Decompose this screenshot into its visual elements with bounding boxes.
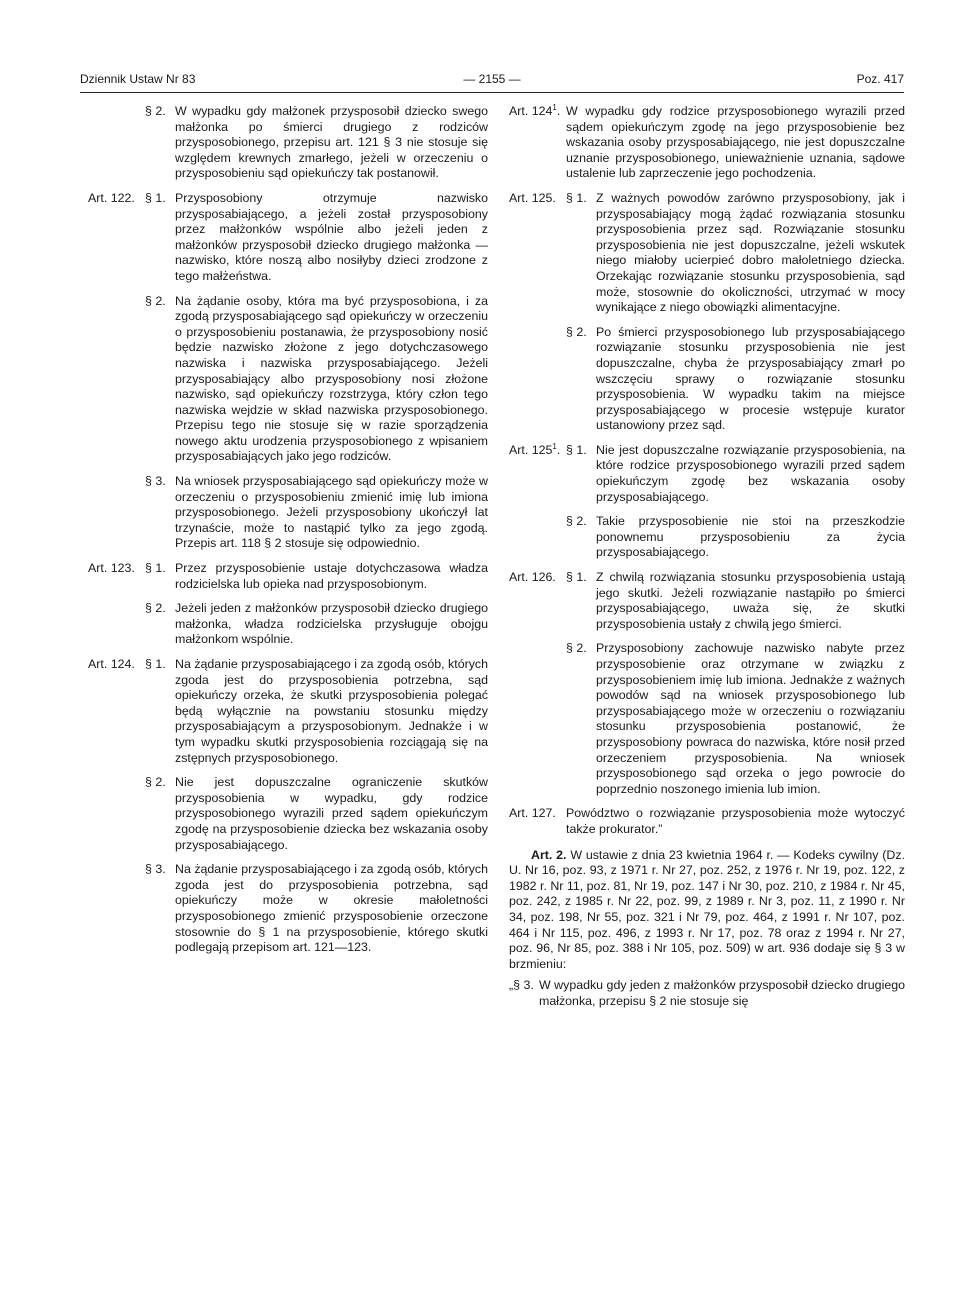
article-label-text: Art. 123. <box>88 561 135 576</box>
article <box>509 191 905 434</box>
article <box>88 191 488 552</box>
article-label-superscript: 1 <box>552 441 557 451</box>
article-label <box>509 443 560 459</box>
paragraph-text: Przysposobiony zachowuje nazwisko nabyte przez przysposobienie oraz otrzymane w związku z przysposobieniem imię lub imiona. Jednakże z ważnych powodów sąd na wniosek przysposobionego lub przysposabiającego może w orzeczeniu o rozwiązaniu stosunku przysposobienia postanowić, że przysposobiony powraca do nazwiska, które nosił przed orzeczeniem przysposobienia. Na wniosek przysposobionego sąd orzeka o jego powrocie do poprzednio noszonego imienia lub imion. <box>596 641 905 796</box>
article-body <box>566 191 905 434</box>
article-body <box>145 191 488 552</box>
article-body <box>566 570 905 797</box>
paragraph-label: § 1. <box>145 561 166 576</box>
paragraph-label: § 2. <box>566 324 587 339</box>
article-label <box>509 191 556 207</box>
article-label <box>509 104 560 120</box>
paragraph-text: Na żądanie przysposabiającego i za zgodą osób, których zgoda jest do przysposobienia potrzebna, sąd opiekuńczy może w okresie małoletności przysposobionego zmienić przysposobienie orzeczone stosownie do § 1 na przysposobienie, którego skutki podlegają przepisom art. 121—123. <box>175 862 488 955</box>
paragraph <box>566 443 905 505</box>
article-label <box>509 806 556 822</box>
paragraph-text: Po śmierci przysposobionego lub przysposabiającego rozwiązanie stosunku przysposobienia nie jest dopuszczalne, chyba że przysposabiający zmarł po wszczęciu sprawy o rozwiązanie stosunku przysposobienia. W wypadku takim na miejsce przysposabiającego w procesie wstępuje kurator ustanowiony przez sąd. <box>596 324 905 433</box>
paragraph-label: § 1. <box>566 190 587 205</box>
paragraph-label: § 1. <box>566 570 587 585</box>
article-label-superscript: 1 <box>552 102 557 112</box>
quote-text: W wypadku gdy jeden z małżonków przysposobił dziecko drugiego małżonka, przepisu § 2 nie stosuje się <box>539 978 905 1008</box>
article-label-suffix: . <box>556 442 561 457</box>
paragraph-text: Nie jest dopuszczalne ograniczenie skutków przysposobienia w wypadku, gdy rodzice przysposobionego wyrazili przed sądem opiekuńczym zgodę na przysposobienie dziecka bez wskazania osoby przysposabiającego. <box>175 775 488 852</box>
paragraph-label: § 1. <box>566 442 587 457</box>
paragraph <box>145 657 488 766</box>
article-body <box>566 104 905 182</box>
journal-title: Dziennik Ustaw Nr 83 <box>80 72 196 86</box>
article-label <box>88 657 135 673</box>
paragraph-label: § 2. <box>566 641 587 656</box>
paragraph <box>145 862 488 956</box>
article-body <box>145 561 488 648</box>
article <box>88 104 488 182</box>
article-label-text: Art. 125 <box>509 442 553 457</box>
paragraph-text: Na wniosek przysposabiającego sąd opiekuńczy może w orzeczeniu o przysposobieniu zmienić imię lub imiona przysposobionego. Jeżeli przysposobiony ukończył lat trzynaście, może to nastąpić tylko za jego zgodą. Przepis art. 118 § 2 stosuje się odpowiednio. <box>175 474 488 551</box>
paragraph <box>566 806 905 837</box>
right-column-articles <box>509 104 905 838</box>
article-2-quote <box>509 978 905 1009</box>
article-2 <box>509 848 905 973</box>
paragraph-text: W wypadku gdy małżonek przysposobił dziecko swego małżonka po śmierci drugiego z rodziców przysposobionego, przepisu art. 121 § 3 nie stosuje się względem krewnych zmarłego, jeżeli w orzeczeniu o przysposobieniu sąd opiekuńczy tak postanowił. <box>175 104 488 181</box>
article <box>509 570 905 797</box>
article-label-text: Art. 124. <box>88 657 135 671</box>
paragraph <box>566 191 905 316</box>
paragraph <box>145 601 488 648</box>
right-column <box>509 104 905 1009</box>
paragraph-label: § 2. <box>145 775 166 790</box>
article-label <box>509 570 556 586</box>
article <box>509 806 905 837</box>
paragraph <box>566 570 905 632</box>
article <box>509 443 905 561</box>
paragraph <box>566 104 905 182</box>
article-label-text: Art. 127. <box>509 806 556 821</box>
paragraph <box>566 514 905 561</box>
article-2-text: W ustawie z dnia 23 kwietnia 1964 r. — Kodeks cywilny (Dz. U. Nr 16, poz. 93, z 1971 r. Nr 27, poz. 252, z 1976 r. Nr 19, poz. 122, z 1982 r. Nr 11, poz. 81, Nr 19, poz. 147 i Nr 30, poz. 210, z 1984 r. Nr 45, poz. 242, z 1985 r. Nr 22, poz. 99, z 1989 r. Nr 3, poz. 11, z 1990 r. Nr 34, poz. 198, Nr 55, poz. 321 i Nr 79, poz. 464, z 1991 r. Nr 107, poz. 464 i Nr 115, poz. 496, z 1993 r. Nr 17, poz. 78 oraz z 1994 r. Nr 27, poz. 96, Nr 85, poz. 388 i Nr 105, poz. 509) w art. 936 dodaje się § 3 w brzmieniu: <box>509 847 905 971</box>
article-body <box>145 104 488 182</box>
paragraph-label: § 2. <box>566 514 587 529</box>
paragraph-label: § 3. <box>145 474 166 489</box>
paragraph <box>145 474 488 552</box>
article-body <box>566 806 905 837</box>
paragraph-text: Nie jest dopuszczalne rozwiązanie przysposobienia, na które rodzice przysposobionego wyrazili przed sądem opiekuńczym zgodę bez wskazania osoby przysposabiającego. <box>596 442 905 504</box>
paragraph-text: W wypadku gdy rodzice przysposobionego wyrazili przed sądem opiekuńczym zgodę na jego przysposobienie bez wskazania osoby przysposabiającego, nie jest dopuszczalne uznanie przysposobionego, unieważnienie uznania, sądowe ustalenie lub zaprzeczenie jego pochodzenia. <box>566 104 905 181</box>
article <box>509 104 905 182</box>
article-label <box>88 191 135 207</box>
article-label-text: Art. 124 <box>509 104 553 118</box>
paragraph <box>566 325 905 434</box>
article <box>88 561 488 648</box>
article-label-text: Art. 122. <box>88 190 135 205</box>
paragraph-text: Powództwo o rozwiązanie przysposobienia może wytoczyć także prokurator.” <box>566 806 905 836</box>
paragraph <box>145 191 488 285</box>
paragraph <box>566 641 905 797</box>
header-rule <box>80 92 904 93</box>
article <box>88 657 488 956</box>
article-body <box>145 657 488 956</box>
paragraph <box>145 104 488 182</box>
paragraph-text: Z chwilą rozwiązania stosunku przysposobienia ustają jego skutki. Jeżeli rozwiązanie nastąpiło po śmierci przysposabiającego, uważa się, że skutki przysposobienia ustały z chwilą jego śmierci. <box>596 570 905 631</box>
paragraph <box>145 775 488 853</box>
article-label <box>88 561 135 577</box>
paragraph-label: § 2. <box>145 293 166 308</box>
paragraph-text: Przysposobiony otrzymuje nazwisko przysposabiającego, a jeżeli został przysposobiony przez małżonków wspólnie albo jeżeli jeden z małżonków przysposobił dziecko drugiego małżonka — nazwisko, które noszą albo nosiłyby dzieci zrodzone z tego małżeństwa. <box>175 190 488 283</box>
page-header <box>80 72 904 92</box>
paragraph-text: Jeżeli jeden z małżonków przysposobił dziecko drugiego małżonka, władza rodzicielska przysługuje obojgu małżonkom wspólnie. <box>175 601 488 647</box>
paragraph <box>145 294 488 466</box>
quote-label: „§ 3. <box>509 978 534 993</box>
paragraph-text: Na żądanie osoby, która ma być przysposobiona, i za zgodą przysposabiającego sąd opiekuńczy w orzeczeniu o przysposobieniu postanawia, że przysposobiony nosić będzie nazwisko złożone z jego dotychczasowego nazwiska i nazwiska przysposabiającego. Jeżeli przysposabiający albo przysposobiony nosi złożone nazwisko, sąd opiekuńczy rozstrzyga, który człon tego nazwiska wejdzie w skład nazwiska przysposobionego. Przepisu tego nie stosuje się w razie sporządzenia nowego aktu urodzenia przysposobionego z wpisaniem przysposabiających jako jego rodziców. <box>175 293 488 464</box>
paragraph-text: Z ważnych powodów zarówno przysposobiony, jak i przysposabiający mogą żądać rozwiązania stosunku przysposobienia przez sąd. Rozwiązanie stosunku przysposobienia nie jest dopuszczalne, jeżeli wskutek niego miałoby ucierpieć dobro małoletniego dziecka. Orzekając rozwiązanie stosunku przysposobienia, sąd może, stosownie do okoliczności, utrzymać w mocy wynikające z niego obowiązki alimentacyjne. <box>596 190 905 315</box>
page-number: — 2155 — <box>463 72 521 86</box>
paragraph-label: § 1. <box>145 190 166 205</box>
article-2-label: Art. 2. <box>531 847 567 862</box>
paragraph <box>145 561 488 592</box>
paragraph-label: § 2. <box>145 601 166 616</box>
position-number: Poz. 417 <box>856 72 904 86</box>
paragraph-text: Na żądanie przysposabiającego i za zgodą osób, których zgoda jest do przysposobienia potrzebna, sąd opiekuńczy orzeka, że skutki przysposobienia polegać będą wyłącznie na powstaniu stosunku między przysposabiającym a przysposobionym. Jednakże i w tym wypadku skutki przysposobienia rozciągają się na zstępnych przysposobionego. <box>175 657 488 765</box>
article-label-text: Art. 126. <box>509 570 556 585</box>
article-label-suffix: . <box>556 104 561 118</box>
paragraph-label: § 2. <box>145 104 166 118</box>
paragraph-text: Takie przysposobienie nie stoi na przeszkodzie ponownemu przysposobieniu za życia przysposabiającego. <box>596 514 905 560</box>
article-body <box>566 443 905 561</box>
left-column <box>88 104 488 965</box>
article-label-text: Art. 125. <box>509 190 556 205</box>
paragraph-label: § 1. <box>145 657 166 671</box>
paragraph-label: § 3. <box>145 862 166 877</box>
paragraph-text: Przez przysposobienie ustaje dotychczasowa władza rodzicielska lub opieka nad przysposobionym. <box>175 561 488 591</box>
